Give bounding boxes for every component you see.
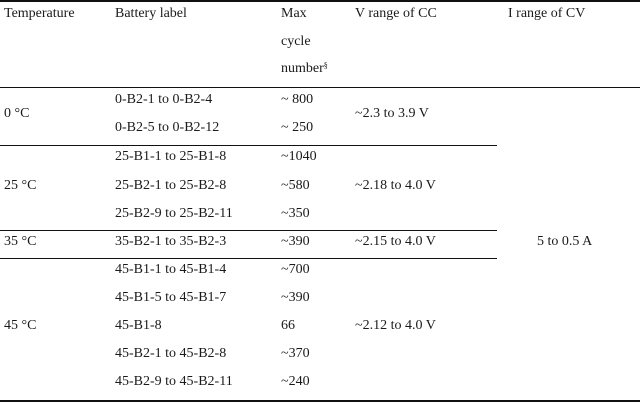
- temperature-cell: 35 °C: [4, 234, 37, 249]
- cycle-number-cell: ~580: [281, 178, 310, 193]
- group-divider-0c-25c: [0, 145, 497, 146]
- table-bottom-rule: [0, 400, 640, 402]
- battery-label-cell: 45-B2-9 to 45-B2-11: [115, 374, 233, 389]
- cycle-number-cell: ~370: [281, 346, 310, 361]
- cycle-number-cell: ~390: [281, 290, 310, 305]
- battery-label-cell: 45-B1-1 to 45-B1-4: [115, 262, 227, 277]
- battery-label-cell: 25-B2-1 to 25-B2-8: [115, 178, 227, 193]
- cycle-number-cell: ~ 250: [281, 120, 314, 135]
- group-divider-35c-45c: [0, 258, 497, 259]
- table-top-rule: [0, 0, 640, 2]
- cycle-number-cell: ~390: [281, 234, 310, 249]
- temperature-cell: 0 °C: [4, 106, 30, 121]
- cycle-number-cell: ~240: [281, 374, 310, 389]
- cycle-number-cell: ~ 800: [281, 92, 314, 107]
- cycle-number-cell: ~700: [281, 262, 310, 277]
- temperature-cell: 45 °C: [4, 318, 37, 333]
- v-range-cell: ~2.18 to 4.0 V: [355, 178, 436, 193]
- temperature-cell: 25 °C: [4, 178, 37, 193]
- battery-label-cell: 0-B2-5 to 0-B2-12: [115, 120, 220, 135]
- cycle-number-cell: ~350: [281, 206, 310, 221]
- battery-label-cell: 45-B2-1 to 45-B2-8: [115, 346, 227, 361]
- group-divider-25c-35c: [0, 230, 497, 231]
- header-battery-label: Battery label: [115, 6, 187, 21]
- battery-label-cell: 25-B2-9 to 25-B2-11: [115, 206, 233, 221]
- v-range-cell: ~2.12 to 4.0 V: [355, 318, 436, 333]
- v-range-cell: ~2.3 to 3.9 V: [355, 106, 429, 121]
- battery-label-cell: 25-B1-1 to 25-B1-8: [115, 149, 227, 164]
- cycle-number-cell: ~1040: [281, 149, 317, 164]
- header-bottom-rule: [0, 87, 640, 88]
- i-range-cell: 5 to 0.5 A: [537, 234, 593, 249]
- battery-label-cell: 45-B1-5 to 45-B1-7: [115, 290, 227, 305]
- battery-label-cell: 0-B2-1 to 0-B2-4: [115, 92, 213, 107]
- header-v-range: V range of CC: [355, 6, 437, 21]
- battery-label-cell: 45-B1-8: [115, 318, 162, 333]
- battery-label-cell: 35-B2-1 to 35-B2-3: [115, 234, 227, 249]
- header-temperature: Temperature: [4, 6, 75, 21]
- header-max-cycle-line3: number§: [281, 61, 328, 76]
- v-range-cell: ~2.15 to 4.0 V: [355, 234, 436, 249]
- header-i-range: I range of CV: [508, 6, 586, 21]
- header-max-cycle-line1: Max: [281, 6, 307, 21]
- section-footnote-mark: §: [323, 61, 328, 70]
- cycle-number-cell: 66: [281, 318, 295, 333]
- header-max-cycle-line2: cycle: [281, 34, 311, 49]
